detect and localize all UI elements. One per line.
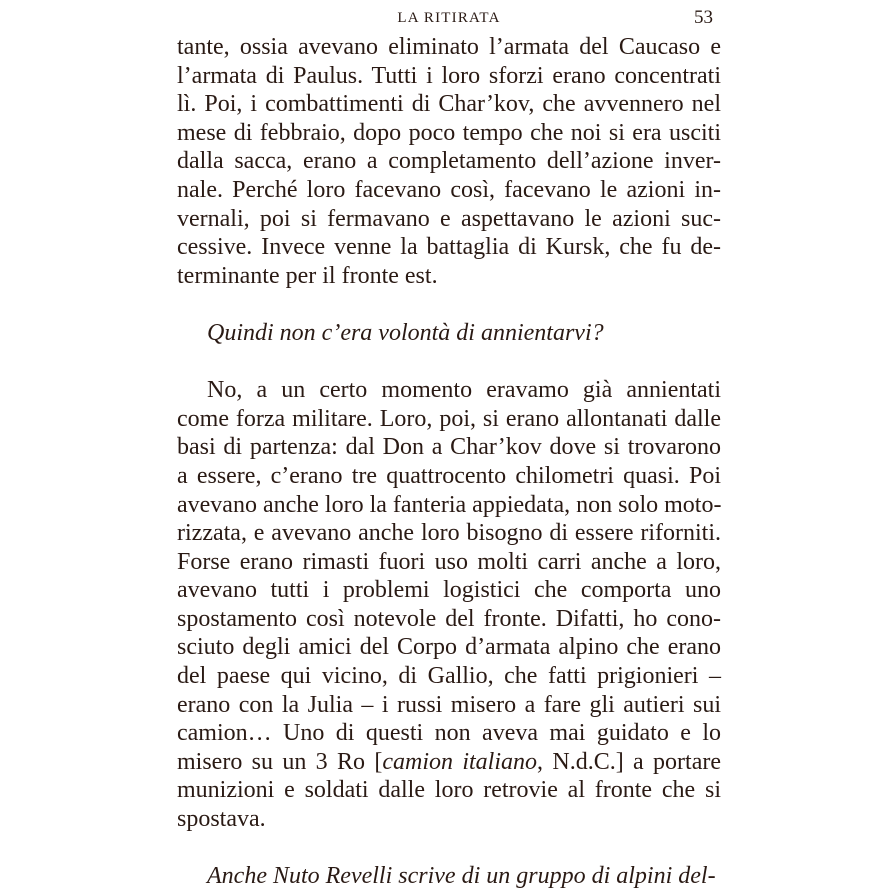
text-line: erano con la Julia – i russi misero a fare gli autieri sui bbox=[177, 691, 721, 718]
paragraph-1 bbox=[177, 33, 721, 290]
interview-question-2: Anche Nuto Revelli scrive di un gruppo di alpini del- bbox=[207, 863, 716, 890]
text-line: nale. Perché loro facevano così, facevano le azioni in- bbox=[177, 176, 721, 203]
text-line: vernali, poi si fermavano e aspettavano le azioni suc- bbox=[177, 205, 721, 232]
text-line: avevano anche loro la fanteria appiedata, non solo moto- bbox=[177, 491, 722, 518]
page-body bbox=[177, 33, 721, 891]
text-line: lì. Poi, i combattimenti di Char’kov, che avvennero nel bbox=[177, 91, 721, 118]
text-line: Forse erano rimasti fuori uso molti carri anche a loro, bbox=[177, 548, 721, 575]
page-number: 53 bbox=[694, 7, 713, 28]
text-line: terminante per il fronte est. bbox=[177, 262, 438, 289]
text-line: camion… Uno di questi non aveva mai guidato e lo bbox=[177, 720, 721, 747]
text-line: cessive. Invece venne la battaglia di Kursk, che fu de- bbox=[177, 234, 721, 261]
running-title: LA RITIRATA bbox=[397, 10, 501, 26]
editorial-note-italic: camion italiano bbox=[382, 748, 538, 775]
interview-question-1: Quindi non c’era volontà di annientarvi? bbox=[207, 319, 604, 346]
text-line: No, a un certo momento eravamo già annientati bbox=[207, 377, 721, 404]
text-line: tante, ossia avevano eliminato l’armata del Caucaso e bbox=[177, 34, 721, 60]
text-line: del paese qui vicino, di Gallio, che fatti prigionieri – bbox=[177, 663, 721, 690]
text-line: avevano tutti i problemi logistici che comporta uno bbox=[177, 577, 721, 604]
text-line: basi di partenza: dal Don a Char’kov dove si trovarono bbox=[177, 434, 721, 461]
text-line: rizzata, e avevano anche loro bisogno di essere riforniti. bbox=[177, 520, 721, 547]
paragraph-2 bbox=[177, 376, 721, 834]
text-line: dalla sacca, erano a completamento dell’azione inver- bbox=[177, 148, 721, 175]
text-line: l’armata di Paulus. Tutti i loro sforzi erano concentrati bbox=[177, 62, 721, 89]
text-line: mese di febbraio, dopo poco tempo che noi si era usciti bbox=[177, 119, 721, 146]
running-head bbox=[177, 8, 721, 28]
text-line: munizioni e soldati dalle loro retrovie al fronte che si bbox=[177, 777, 721, 804]
text-line: come forza militare. Loro, poi, si erano allontanati dalle bbox=[177, 405, 721, 432]
text-segment: misero su un 3 Ro [ bbox=[177, 748, 383, 775]
text-line: spostamento così notevole del fronte. Difatti, ho cono- bbox=[177, 605, 721, 632]
text-segment: , N.d.C.] a portare bbox=[537, 748, 721, 775]
text-line: spostava. bbox=[177, 806, 266, 833]
text-line: a essere, c’erano tre quattrocento chilometri quasi. Poi bbox=[177, 462, 721, 489]
text-line-with-editorial-note bbox=[177, 748, 721, 777]
text-line: sciuto degli amici del Corpo d’armata alpino che erano bbox=[177, 634, 721, 661]
